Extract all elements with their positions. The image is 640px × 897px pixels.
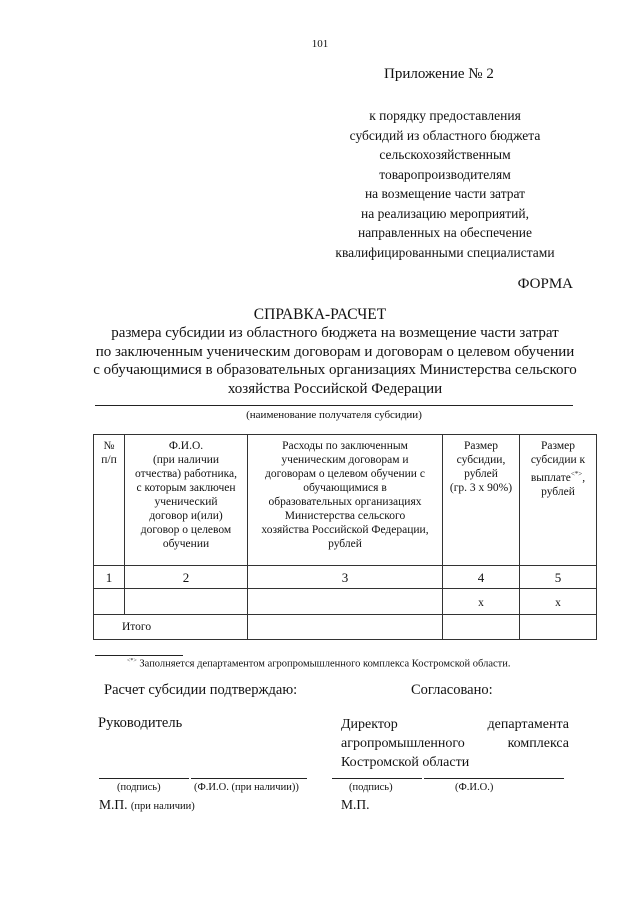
footnote-marker: <*> — [127, 658, 137, 664]
column-number: 5 — [520, 566, 597, 589]
header-cell-payout — [520, 435, 597, 566]
stamp-label: М.П. — [99, 797, 128, 812]
recipient-caption: (наименование получателя субсидии) — [246, 409, 422, 421]
order-line: направленных на обеспечение — [357, 225, 533, 240]
form-label: ФОРМА — [517, 276, 573, 292]
subtitle-line: хозяйства Российской Федерации — [227, 380, 443, 397]
header-text: № п/п — [101, 440, 117, 466]
head-position: Руководитель — [98, 715, 183, 731]
order-line: квалифицированными специалистами — [335, 244, 555, 260]
table-cell — [443, 615, 520, 640]
footnote — [127, 658, 511, 670]
table-header-row — [94, 435, 597, 566]
signature-caption-left: (подпись) — [117, 782, 161, 793]
name-line-right — [424, 778, 564, 779]
page-number: 101 — [311, 38, 329, 50]
table-cell — [248, 615, 443, 640]
column-number: 3 — [248, 566, 443, 589]
order-line: на реализацию мероприятий, — [361, 205, 529, 221]
header-text: Ф.И.О. (при наличии отчества) работника, с которым заключен ученический договор и(или) договор о целевом обучении — [134, 440, 238, 550]
stamp-note: (при наличии) — [130, 801, 195, 812]
order-line: сельскохозяйственным — [379, 147, 511, 162]
header-cell-number — [94, 435, 125, 566]
name-caption-left: (Ф.И.О. (при наличии)) — [194, 782, 299, 793]
director-position — [341, 715, 569, 772]
header-cell-expenses — [248, 435, 443, 566]
header-cell-name — [125, 435, 248, 566]
order-reference — [300, 106, 590, 262]
footnote-marker: <*> — [570, 470, 583, 478]
recipient-line — [95, 405, 573, 406]
stamp-right: М.П. — [341, 797, 370, 812]
column-number: 1 — [94, 566, 125, 589]
document-title: СПРАВКА-РАСЧЕТ — [253, 306, 387, 323]
table-row — [94, 589, 597, 615]
signature-line-right — [332, 778, 422, 779]
header-cell-subsidy — [443, 435, 520, 566]
name-line-left — [191, 778, 307, 779]
subtitle-line: размера субсидии из областного бюджета на возмещение части затрат — [111, 325, 559, 341]
signature-line-left — [99, 778, 189, 779]
agreed-label: Согласовано: — [411, 682, 493, 698]
table-cell: х — [443, 589, 520, 615]
header-text: , рублей — [541, 471, 586, 498]
header-text: Расходы по заключенным ученическим договорам и договорам о целевом обучении с обучающимися в образовательных организациях Министерства сельского хозяйства Российской Федерации, рублей — [261, 440, 429, 550]
order-line: товаропроизводителям — [379, 166, 511, 182]
order-line: субсидий из областного бюджета — [349, 127, 541, 143]
calculation-table — [93, 434, 597, 640]
footnote-text: Заполняется департаментом агропромышленного комплекса Костромской области. — [139, 658, 511, 670]
column-number: 4 — [443, 566, 520, 589]
total-row — [94, 615, 597, 640]
director-line: Костромской области — [341, 755, 470, 770]
subtitle-line: с обучающимися в образовательных организациях Министерства сельского — [93, 362, 577, 378]
director-line: агропромышленного комплекса — [341, 736, 569, 751]
document-subtitle — [90, 324, 580, 398]
table-cell — [248, 589, 443, 615]
table-cell — [94, 589, 125, 615]
subtitle-line: по заключенным ученическим договорам и договорам о целевом обучении — [95, 343, 575, 360]
confirm-label: Расчет субсидии подтверждаю: — [104, 682, 298, 698]
stamp-left — [99, 797, 195, 813]
footnote-separator — [95, 655, 183, 656]
column-number: 2 — [125, 566, 248, 589]
table-cell — [520, 615, 597, 640]
total-label: Итого — [94, 615, 248, 640]
signature-caption-right: (подпись) — [349, 782, 393, 793]
table-cell: х — [520, 589, 597, 615]
appendix-label: Приложение № 2 — [384, 66, 494, 82]
column-number-row — [94, 566, 597, 589]
table-cell — [125, 589, 248, 615]
header-text: Размер субсидии, рублей (гр. 3 х 90%) — [449, 440, 513, 494]
order-line: к порядку предоставления — [369, 108, 521, 123]
order-line: на возмещение части затрат — [364, 186, 526, 201]
director-line: Директор департамента — [341, 717, 569, 732]
name-caption-right: (Ф.И.О.) — [455, 782, 494, 793]
header-text: Размер субсидии к выплате — [530, 440, 586, 484]
